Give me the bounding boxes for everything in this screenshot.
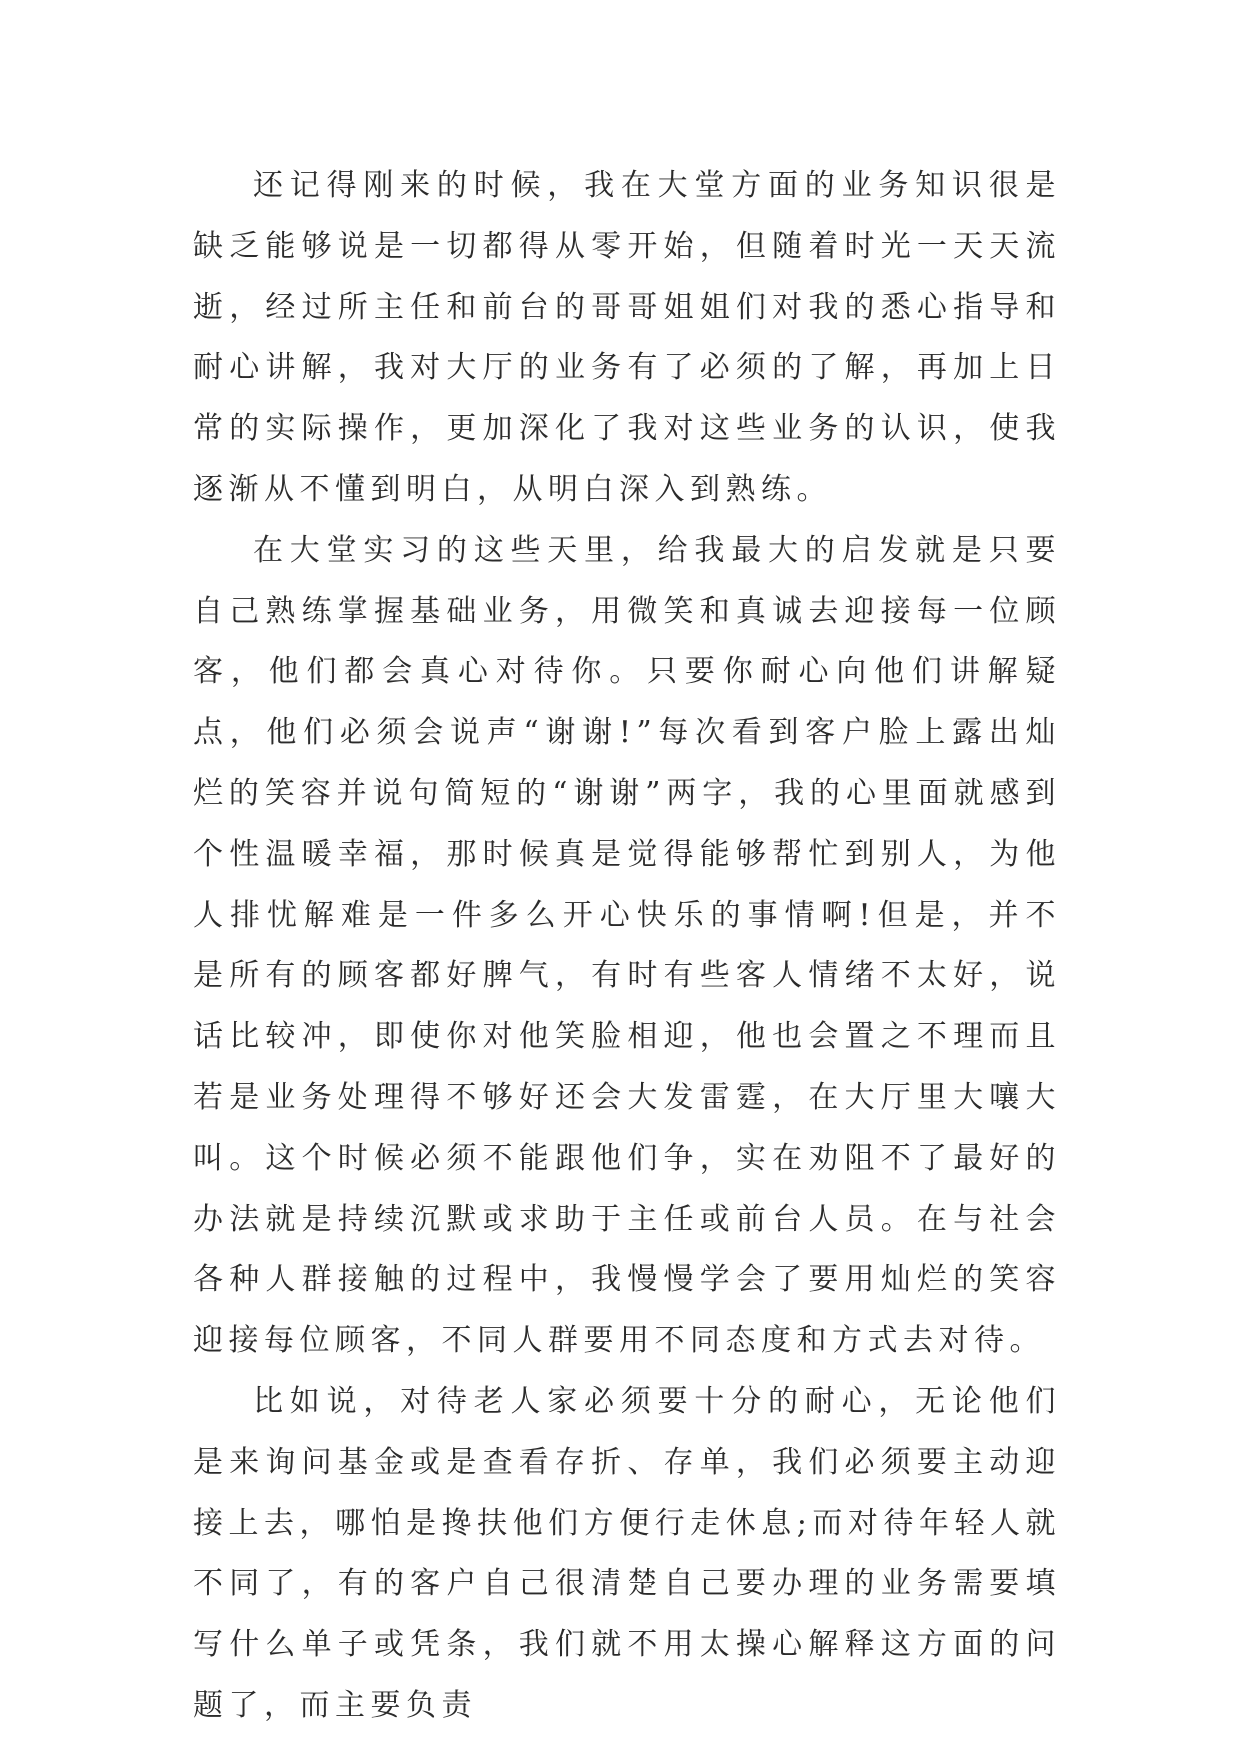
paragraph-1: 还记得刚来的时候，我在大堂方面的业务知识很是缺乏能够说是一切都得从零开始，但随着时光一天天流逝，经过所主任和前台的哥哥姐姐们对我的悉心指导和耐心讲解，我对大厅的业务有了必须的了解，再加上日常的实际操作，更加深化了我对这些业务的认识，使我逐渐从不懂到明白，从明白深入到熟练。 xyxy=(193,168,1061,507)
paragraph-3: 比如说，对待老人家必须要十分的耐心，无论他们是来询问基金或是查看存折、存单，我们必须要主动迎接上去，哪怕是搀扶他们方便行走休息;而对待年轻人就不同了，有的客户自己很清楚自己要办理的业务需要填写什么单子或凭条，我们就不用太操心解释这方面的问题了，而主要负责 xyxy=(193,1383,1061,1723)
paragraph-2: 在大堂实习的这些天里，给我最大的启发就是只要自己熟练掌握基础业务，用微笑和真诚去迎接每一位顾客，他们都会真心对待你。只要你耐心向他们讲解疑点，他们必须会说声“谢谢!”每次看到客户脸上露出灿烂的笑容并说句简短的“谢谢”两字，我的心里面就感到个性温暖幸福，那时候真是觉得能够帮忙到别人，为他人排忧解难是一件多么开心快乐的事情啊!但是，并不是所有的顾客都好脾气，有时有些客人情绪不太好，说话比较冲，即使你对他笑脸相迎，他也会置之不理而且若是业务处理得不够好还会大发雷霆，在大厅里大嚷大叫。这个时候必须不能跟他们争，实在劝阻不了最好的办法就是持续沉默或求助于主任或前台人员。在与社会各种人群接触的过程中，我慢慢学会了要用灿烂的笑容迎接每位顾客，不同人群要用不同态度和方式去对待。 xyxy=(193,532,1061,1359)
document-body xyxy=(193,156,1061,1737)
